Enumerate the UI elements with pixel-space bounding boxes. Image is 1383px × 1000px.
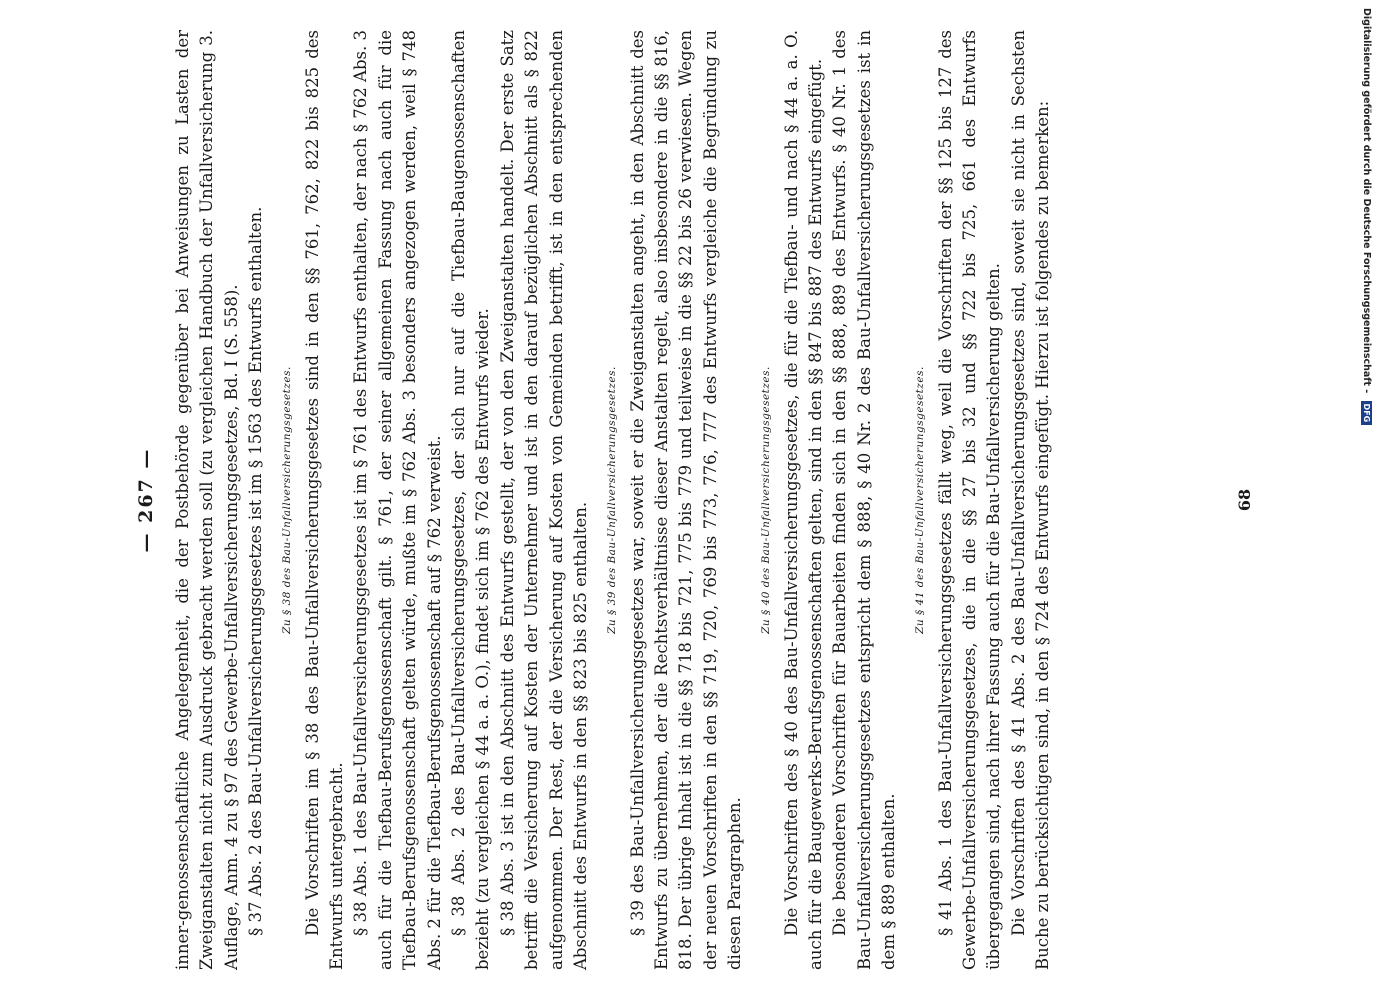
section-38 (301, 30, 594, 970)
digitization-credit (1358, 8, 1372, 908)
dfg-logo: DFG (1361, 401, 1372, 426)
paragraph: Die Vorschriften des § 40 des Bau-Unfallversicherungsgesetzes, die für die Tiefbau- und nach § 44 a. a. O. auch für die Baugewerks-Berufsgenossenschaften gelten, sind in den §§ 847 bis 887 des Entwurfs eingefügt. (781, 30, 825, 970)
paragraph: § 41 Abs. 1 des Bau-Unfallversicherungsgesetzes fällt weg, weil die Vorschriften der §§ 125 bis 127 des Gewerbe-Unfallversicherungsgesetzes, die in die §§ 27 bis 32 und §§ 722 bis 725, 661 des Entwurfs übergegangen sind, nach ihrer Fassung auch für die Bau-Unfallversicherung gelten. (935, 30, 1004, 970)
paragraph: § 37 Abs. 2 des Bau-Unfallversicherungsgesetzes ist im § 1563 des Entwurfs enthalten. (246, 206, 266, 936)
paragraph: Die Vorschriften des § 41 Abs. 2 des Bau-Unfallversicherungsgesetzes sind, soweit sie nicht in Sechsten Buche zu berücksichtigen sind, in den § 724 des Entwurfs eingefügt. Hierzu ist folgendes zu bemerken: (1008, 30, 1053, 970)
sheet-number-footer: 68 (1235, 488, 1254, 512)
paragraph: Die besonderen Vorschriften für Bauarbeiten finden sich in den §§ 888, 889 des Entwurfs. § 40 Nr. 1 des Bau-Unfallversicherungsgesetzes entspricht dem § 888, § 40 Nr. 2 des Bau-Unfallversicherungsgesetzes ist in dem § 889 enthalten. (830, 30, 899, 970)
paragraph: § 39 des Bau-Unfallversicherungsgesetzes war, soweit er die Zweiganstalten angeht, in den Abschnitt des Entwurfs zu übernehmen, der die Rechtsverhältnisse dieser Anstalten regelt, also insbesondere in die §§ 816, 818. Der übrige Inhalt ist in die §§ 718 bis 721, 775 bis 779 und teilweise in die §§ 22 bis 26 verwiesen. Wegen der neuen Vorschriften in den §§ 719, 720, 769 bis 773, 776, 777 des Entwurfs vergleiche die Begründung zu diesen Paragraphen. (627, 30, 745, 970)
section-heading-39: Zu § 39 des Bau-Unfallversicherungsgesetzes. (605, 366, 618, 634)
section-40 (780, 30, 902, 970)
paragraph: § 38 Abs. 3 ist in den Abschnitt des Entwurfs gestellt, der von den Zweiganstalten handelt. Der erste Satz betrifft die Versicherung auf Kosten der Unternehmer und ist in den darauf bezüglichen Abschnitt als § 822 aufgenommen. Der Rest, der die Versicherung auf Kosten von Gemeinden betrifft, ist in den entsprechenden Abschnitt des Entwurfs in den §§ 823 bis 825 enthalten. (497, 30, 591, 970)
page-body (135, 30, 1285, 970)
section-heading-41: Zu § 41 des Bau-Unfallversicherungsgesetzes. (913, 366, 926, 634)
section-heading-38: Zu § 38 des Bau-Unfallversicherungsgesetzes. (280, 366, 293, 634)
rotated-page (135, 30, 1285, 970)
paragraph: inner-genossenschaftliche Angelegenheit, die der Postbehörde gegenüber bei Anweisungen zu Lasten der Zweiganstalten nicht zum Ausdruck gebracht werden soll (zu vergleichen Handbuch der Unfallversicherung 3. Auflage, Anm. 4 zu § 97 des Gewerbe-Unfallversicherungsgesetzes, Bd. I (S. 558). (173, 30, 241, 970)
paragraph: § 38 Abs. 2 des Bau-Unfallversicherungsgesetzes, der sich nur auf die Tiefbau-Baugenossenschaften bezieht (zu vergleichen § 44 a. a. O.), findet sich im § 762 des Entwurfs wieder. (449, 30, 493, 970)
paragraph: Die Vorschriften im § 38 des Bau-Unfallversicherungsgesetzes sind in den §§ 761, 762, 822 bis 825 des Entwurfs untergebracht. (302, 30, 347, 970)
paragraph: § 38 Abs. 1 des Bau-Unfallversicherungsgesetzes ist im § 761 des Entwurfs enthalten, der nach § 762 Abs. 3 auch für die Tiefbau-Berufsgenossenschaft gilt. § 761, der seiner allgemeinen Fassung nach auch für die Tiefbau-Berufsgenossenschaft gelten würde, mußte im § 762 Abs. 3 besonders angezogen werden, weil § 748 Abs. 2 für die Tiefbau-Berufsgenossenschaft auf § 762 verweist. (351, 30, 444, 970)
section-39 (626, 30, 748, 970)
page-number-header: — 267 — (135, 447, 157, 553)
section-heading-40: Zu § 40 des Bau-Unfallversicherungsgesetzes. (759, 366, 772, 634)
section-37 (171, 30, 269, 970)
credit-text: Digitalisierung gefördert durch die Deutsche Forschungsgemeinschaft - (1361, 8, 1372, 394)
section-41 (934, 30, 1056, 970)
